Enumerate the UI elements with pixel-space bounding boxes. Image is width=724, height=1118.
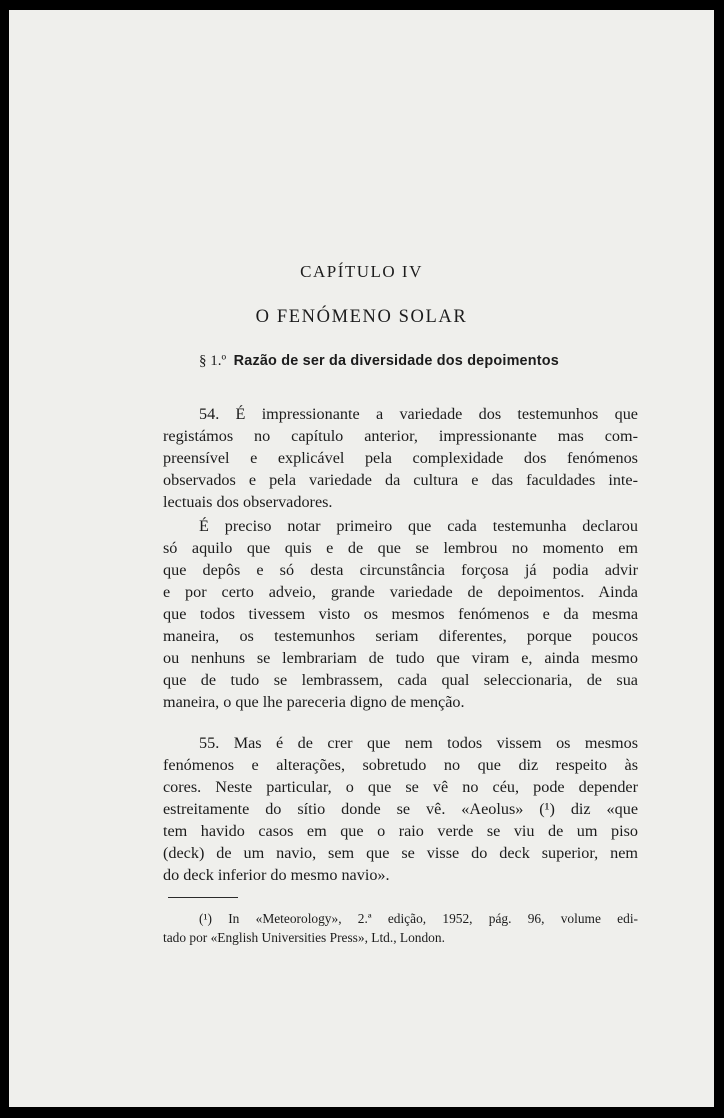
paragraph-line: (deck) de um navio, sem que se visse do deck superior, nem bbox=[163, 844, 638, 862]
paragraph-line: que depôs e só desta circunstância forçosa já podia advir bbox=[163, 561, 638, 579]
chapter-label: CAPÍTULO IV bbox=[300, 262, 423, 281]
paragraph-line: É preciso notar primeiro que cada testemunha declarou bbox=[199, 517, 638, 535]
footnote-line: (¹) In «Meteorology», 2.ª edição, 1952, pág. 96, volume edi- bbox=[199, 911, 638, 926]
paragraph-line: e por certo adveio, grande variedade de depoimentos. Ainda bbox=[163, 583, 638, 601]
paragraph-line: lectuais dos observadores. bbox=[163, 493, 333, 511]
paragraph-line: observados e pela variedade da cultura e das faculdades inte- bbox=[163, 471, 638, 489]
paragraph-line: maneira, os testemunhos seriam diferentes, porque poucos bbox=[163, 627, 638, 645]
paragraph-line: cores. Neste particular, o que se vê no céu, pode depender bbox=[163, 778, 638, 796]
paragraph-line: que todos tivessem visto os mesmos fenómenos e da mesma bbox=[163, 605, 638, 623]
paragraph-line: 55. Mas é de crer que nem todos vissem os mesmos bbox=[199, 734, 638, 752]
paragraph-line: 54. É impressionante a variedade dos testemunhos que bbox=[199, 405, 638, 423]
footnote-line: tado por «English Universities Press», Ltd., London. bbox=[163, 930, 445, 945]
paragraph-line: maneira, o que lhe pareceria digno de menção. bbox=[163, 693, 465, 711]
paragraph-line: que de tudo se lembrassem, cada qual seleccionaria, de sua bbox=[163, 671, 638, 689]
section-heading bbox=[199, 353, 659, 370]
footnote-rule bbox=[168, 897, 238, 898]
paragraph-line: ou nenhuns se lembrariam de tudo que viram e, ainda mesmo bbox=[163, 649, 638, 667]
chapter-title: O FENÓMENO SOLAR bbox=[255, 307, 468, 327]
book-page bbox=[9, 10, 714, 1107]
section-title: Razão de ser da diversidade dos depoimentos bbox=[233, 353, 559, 369]
paragraph-line: fenómenos e alterações, sobretudo no que diz respeito às bbox=[163, 756, 638, 774]
paragraph-line: registámos no capítulo anterior, impressionante mas com- bbox=[163, 427, 638, 445]
paragraph-line: estreitamente do sítio donde se vê. «Aeolus» (¹) diz «que bbox=[163, 800, 638, 818]
paragraph-line: preensível e explicável pela complexidade dos fenómenos bbox=[163, 449, 638, 467]
section-number: § 1.º bbox=[199, 353, 227, 369]
paragraph-line: do deck inferior do mesmo navio». bbox=[163, 866, 390, 884]
paragraph-line: só aquilo que quis e de que se lembrou no momento em bbox=[163, 539, 638, 557]
paragraph-line: tem havido casos em que o raio verde se viu de um piso bbox=[163, 822, 638, 840]
